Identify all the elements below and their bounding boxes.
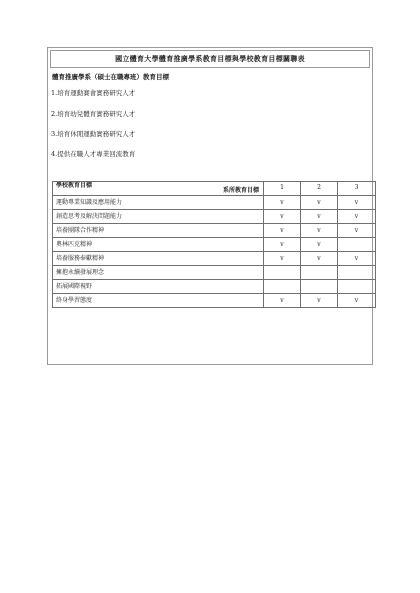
check-mark: v bbox=[264, 294, 301, 308]
dept-goals-heading: 體育推廣學系（碩士在職專班）教育目標 bbox=[52, 73, 169, 81]
check-mark: v bbox=[301, 196, 338, 210]
school-goal-cell: 培養服務奉獻精神 bbox=[53, 252, 264, 266]
dept-goal-2: 2.培育幼兒體育實務研究人才 bbox=[51, 110, 136, 118]
dept-goal-3: 3.培育休閒運動實務研究人才 bbox=[51, 130, 136, 138]
school-goal-cell: 創造思考及解決問題能力 bbox=[53, 210, 264, 224]
table-row bbox=[53, 238, 376, 252]
column-header-3: 3 bbox=[338, 182, 376, 196]
school-goal-cell: 奧林匹克精神 bbox=[53, 238, 264, 252]
check-mark bbox=[338, 280, 376, 294]
check-mark: v bbox=[338, 224, 376, 238]
check-mark: v bbox=[264, 224, 301, 238]
table-row bbox=[53, 224, 376, 238]
check-mark bbox=[338, 266, 376, 280]
dept-goal-4: 4.提供在職人才專業回流教育 bbox=[51, 150, 136, 158]
check-mark bbox=[301, 266, 338, 280]
check-mark: v bbox=[301, 238, 338, 252]
check-mark: v bbox=[264, 196, 301, 210]
table-row bbox=[53, 266, 376, 280]
school-goal-cell: 拓展國際視野 bbox=[53, 280, 264, 294]
table-row bbox=[53, 280, 376, 294]
check-mark bbox=[264, 280, 301, 294]
column-header-1: 1 bbox=[264, 182, 301, 196]
dept-goals-column-label: 系所教育目標 bbox=[222, 187, 259, 194]
table-header-row bbox=[53, 182, 376, 196]
check-mark: v bbox=[301, 210, 338, 224]
school-goal-cell: 培養團隊合作精神 bbox=[53, 224, 264, 238]
school-goal-cell: 終身學習態度 bbox=[53, 294, 264, 308]
check-mark: v bbox=[264, 252, 301, 266]
table-corner-cell bbox=[53, 182, 264, 196]
check-mark: v bbox=[338, 210, 376, 224]
check-mark: v bbox=[301, 294, 338, 308]
school-goals-row-label: 學校教育目標 bbox=[56, 182, 93, 189]
document-frame bbox=[47, 47, 373, 365]
dept-goal-1: 1.培育運動賽會實務研究人才 bbox=[51, 89, 136, 97]
check-mark: v bbox=[338, 252, 376, 266]
table-row bbox=[53, 210, 376, 224]
table-row bbox=[53, 196, 376, 210]
check-mark bbox=[301, 280, 338, 294]
school-goal-cell: 擁抱永續發展理念 bbox=[53, 266, 264, 280]
school-goal-cell: 運動專業知識及應用能力 bbox=[53, 196, 264, 210]
check-mark: v bbox=[264, 238, 301, 252]
table-row bbox=[53, 294, 376, 308]
table-row bbox=[53, 252, 376, 266]
check-mark: v bbox=[338, 196, 376, 210]
check-mark bbox=[338, 238, 376, 252]
column-header-2: 2 bbox=[301, 182, 338, 196]
check-mark bbox=[264, 266, 301, 280]
check-mark: v bbox=[301, 252, 338, 266]
check-mark: v bbox=[338, 294, 376, 308]
document-title: 國立體育大學體育推廣學系教育目標與學校教育目標關聯表 bbox=[50, 50, 370, 68]
check-mark: v bbox=[301, 224, 338, 238]
check-mark: v bbox=[264, 210, 301, 224]
goal-relation-table bbox=[52, 181, 376, 308]
